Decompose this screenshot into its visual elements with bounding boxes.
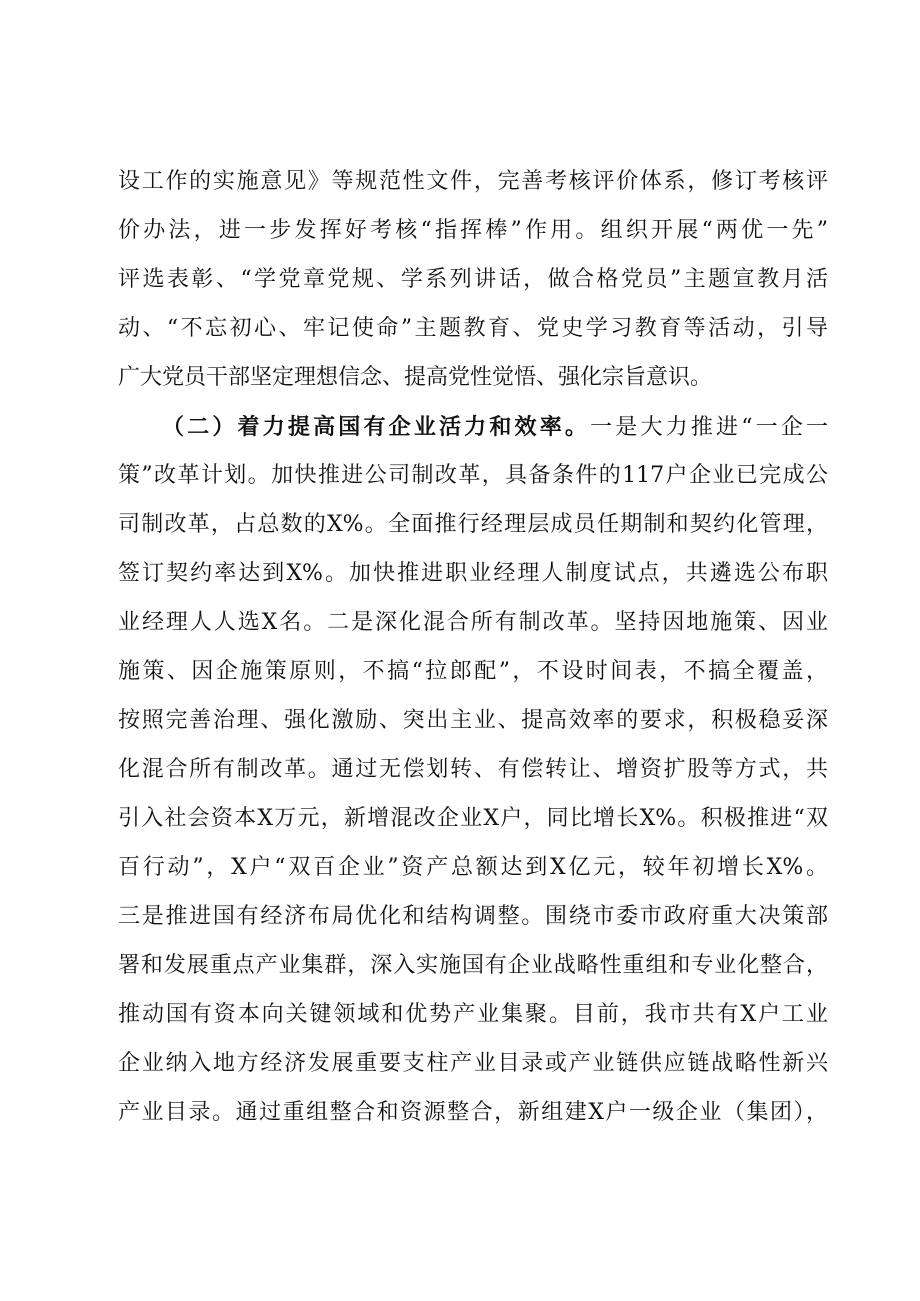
- paragraph-2-line-13: 推动国有资本向关键领域和优势产业集聚。目前，我市共有X户工业: [118, 1002, 828, 1027]
- paragraph-1-line-5: 广大党员干部坚定理想信念、提高党性觉悟、强化宗旨意识。: [118, 365, 713, 390]
- section-heading: （二）着力提高国有企业活力和效率。: [162, 414, 591, 440]
- paragraph-2-line-6: 施策、因企施策原则，不搞“拉郎配”，不设时间表，不搞全覆盖，: [118, 659, 828, 684]
- paragraph-2-line-10: 百行动”，X户“双百企业”资产总额达到X亿元，较年初增长X%。: [118, 855, 828, 880]
- paragraph-2-line-3: 司制改革，占总数的X%。全面推行经理层成员任期制和契约化管理，: [118, 512, 828, 537]
- paragraph-2-line-9: 引入社会资本X万元，新增混改企业X户，同比增长X%。积极推进“双: [118, 806, 828, 831]
- paragraph-1-line-3: 评选表彰、“学党章党规、学系列讲话，做合格党员”主题宣教月活: [118, 267, 828, 292]
- paragraph-1-line-2: 价办法，进一步发挥好考核“指挥棒”作用。组织开展“两优一先”: [118, 218, 828, 243]
- paragraph-2-line-5: 业经理人人选X名。二是深化混合所有制改革。坚持因地施策、因业: [118, 610, 828, 635]
- paragraph-2-line-1: [162, 407, 828, 447]
- paragraph-2-line-11: 三是推进国有经济布局优化和结构调整。围绕市委市政府重大决策部: [118, 904, 828, 929]
- section-heading-continuation: 一是大力推进“一企一: [590, 415, 828, 440]
- paragraph-2-line-8: 化混合所有制改革。通过无偿划转、有偿转让、增资扩股等方式，共: [118, 757, 828, 782]
- paragraph-2-line-2: 策”改革计划。加快推进公司制改革，具备条件的117户企业已完成公: [118, 463, 828, 488]
- paragraph-2-line-7: 按照完善治理、强化激励、突出主业、提高效率的要求，积极稳妥深: [118, 708, 828, 733]
- paragraph-1-line-4: 动、“不忘初心、牢记使命”主题教育、党史学习教育等活动，引导: [118, 316, 828, 341]
- paragraph-2-line-12: 署和发展重点产业集群，深入实施国有企业战略性重组和专业化整合，: [118, 953, 828, 978]
- paragraph-2-line-14: 企业纳入地方经济发展重要支柱产业目录或产业链供应链战略性新兴: [118, 1051, 828, 1076]
- paragraph-1-line-1: 设工作的实施意见》等规范性文件，完善考核评价体系，修订考核评: [118, 169, 828, 194]
- paragraph-2-line-15: 产业目录。通过重组整合和资源整合，新组建X户一级企业（集团），: [118, 1100, 828, 1125]
- paragraph-2-line-4: 签订契约率达到X%。加快推进职业经理人制度试点，共遴选公布职: [118, 561, 828, 586]
